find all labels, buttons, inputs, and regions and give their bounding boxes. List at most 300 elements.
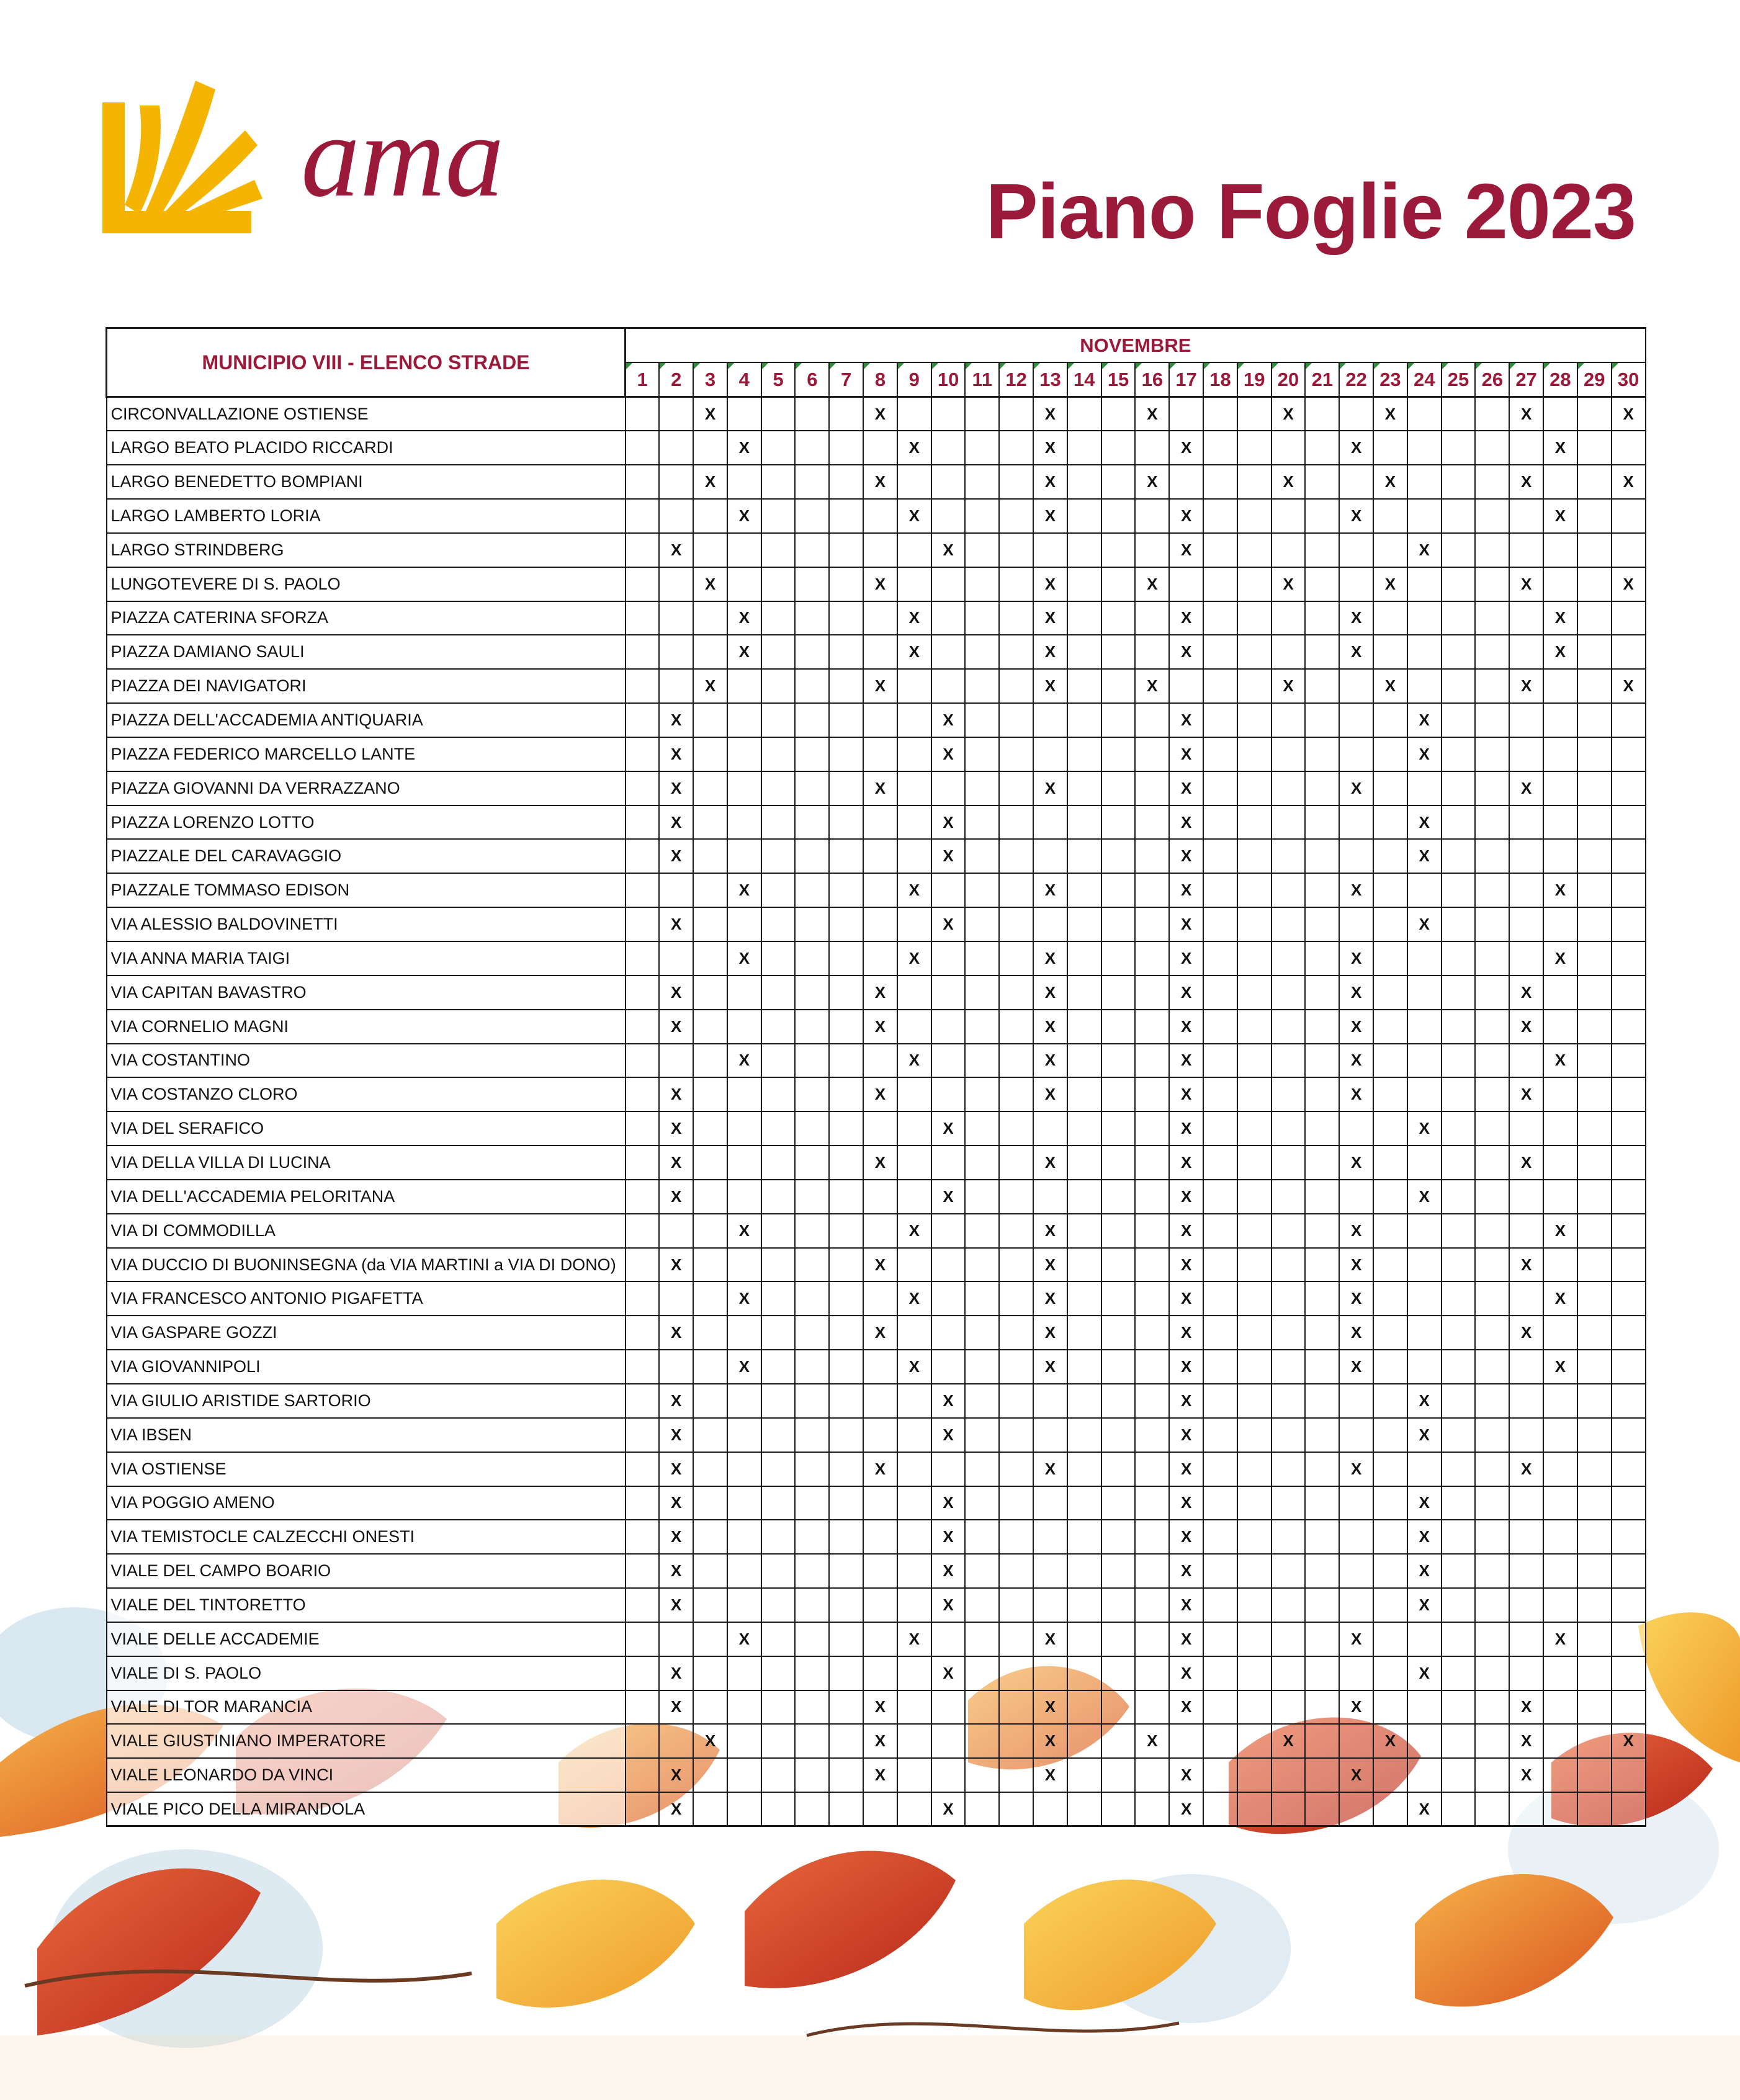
day-number: 24 <box>1407 362 1442 397</box>
scheduled-mark: X <box>897 873 931 907</box>
empty-cell <box>626 1690 660 1725</box>
empty-cell <box>761 499 796 533</box>
empty-cell <box>1442 1350 1476 1384</box>
street-name: VIALE LEONARDO DA VINCI <box>107 1758 626 1792</box>
empty-cell <box>1203 1758 1237 1792</box>
empty-cell <box>1577 873 1612 907</box>
scheduled-mark: X <box>1169 601 1203 635</box>
empty-cell <box>727 1384 761 1418</box>
scheduled-mark: X <box>1169 737 1203 771</box>
empty-cell <box>1101 1418 1136 1452</box>
day-number: 15 <box>1101 362 1136 397</box>
empty-cell <box>829 1588 863 1622</box>
empty-cell <box>931 635 966 669</box>
table-row <box>107 397 1646 431</box>
empty-cell <box>659 431 693 465</box>
table-row <box>107 976 1646 1010</box>
table-row <box>107 1418 1646 1452</box>
day-number: 10 <box>931 362 966 397</box>
empty-cell <box>863 533 897 567</box>
empty-cell <box>1543 397 1577 431</box>
empty-cell <box>965 1281 999 1316</box>
empty-cell <box>1442 567 1476 601</box>
empty-cell <box>1339 397 1373 431</box>
scheduled-mark: X <box>1339 771 1373 805</box>
scheduled-mark: X <box>1033 1146 1067 1180</box>
empty-cell <box>1442 1044 1476 1078</box>
empty-cell <box>795 1588 829 1622</box>
scheduled-mark: X <box>1612 1724 1646 1758</box>
empty-cell <box>1475 1452 1509 1486</box>
empty-cell <box>1237 635 1271 669</box>
day-number: 17 <box>1169 362 1203 397</box>
empty-cell <box>1271 1180 1306 1214</box>
empty-cell <box>931 1622 966 1656</box>
empty-cell <box>999 805 1033 840</box>
empty-cell <box>1203 1554 1237 1588</box>
scheduled-mark: X <box>863 669 897 703</box>
empty-cell <box>897 1146 931 1180</box>
empty-cell <box>1271 771 1306 805</box>
scheduled-mark: X <box>1135 397 1169 431</box>
empty-cell <box>795 1111 829 1146</box>
empty-cell <box>1509 873 1543 907</box>
empty-cell <box>1509 941 1543 976</box>
empty-cell <box>1135 1146 1169 1180</box>
empty-cell <box>1543 1077 1577 1111</box>
empty-cell <box>1203 1724 1237 1758</box>
street-name: PIAZZA DAMIANO SAULI <box>107 635 626 669</box>
empty-cell <box>965 499 999 533</box>
empty-cell <box>1543 1724 1577 1758</box>
empty-cell <box>1305 1214 1339 1248</box>
empty-cell <box>1509 1044 1543 1078</box>
street-schedule-table <box>105 327 1646 1827</box>
day-number: 21 <box>1305 362 1339 397</box>
empty-cell <box>1237 567 1271 601</box>
empty-cell <box>1577 1281 1612 1316</box>
empty-cell <box>1271 635 1306 669</box>
empty-cell <box>1577 1350 1612 1384</box>
empty-cell <box>1407 499 1442 533</box>
empty-cell <box>897 1384 931 1418</box>
empty-cell <box>1543 907 1577 941</box>
empty-cell <box>1203 1350 1237 1384</box>
empty-cell <box>863 635 897 669</box>
empty-cell <box>1101 1044 1136 1078</box>
empty-cell <box>1442 1077 1476 1111</box>
empty-cell <box>965 976 999 1010</box>
empty-cell <box>965 1724 999 1758</box>
empty-cell <box>863 1350 897 1384</box>
scheduled-mark: X <box>1407 839 1442 873</box>
day-number: 13 <box>1033 362 1067 397</box>
empty-cell <box>1612 1146 1646 1180</box>
empty-cell <box>1203 601 1237 635</box>
empty-cell <box>1475 465 1509 499</box>
street-name: VIA DI COMMODILLA <box>107 1214 626 1248</box>
empty-cell <box>863 1622 897 1656</box>
empty-cell <box>761 703 796 737</box>
empty-cell <box>795 1418 829 1452</box>
scheduled-mark: X <box>863 1724 897 1758</box>
scheduled-mark: X <box>863 567 897 601</box>
empty-cell <box>693 1010 727 1044</box>
scheduled-mark: X <box>659 1452 693 1486</box>
scheduled-mark: X <box>659 771 693 805</box>
empty-cell <box>1135 1452 1169 1486</box>
street-name: VIALE DEL TINTORETTO <box>107 1588 626 1622</box>
empty-cell <box>1067 1180 1101 1214</box>
street-name: VIA FRANCESCO ANTONIO PIGAFETTA <box>107 1281 626 1316</box>
empty-cell <box>1271 1452 1306 1486</box>
empty-cell <box>1577 567 1612 601</box>
empty-cell <box>1305 1077 1339 1111</box>
empty-cell <box>1067 1486 1101 1520</box>
empty-cell <box>1305 1316 1339 1350</box>
scheduled-mark: X <box>1543 941 1577 976</box>
empty-cell <box>1407 601 1442 635</box>
scheduled-mark: X <box>659 1384 693 1418</box>
empty-cell <box>1577 601 1612 635</box>
empty-cell <box>999 1690 1033 1725</box>
empty-cell <box>693 1384 727 1418</box>
scheduled-mark: X <box>1509 669 1543 703</box>
scheduled-mark: X <box>1033 397 1067 431</box>
empty-cell <box>1271 839 1306 873</box>
empty-cell <box>1033 1180 1067 1214</box>
empty-cell <box>1577 1656 1612 1690</box>
table-row <box>107 1724 1646 1758</box>
empty-cell <box>1339 907 1373 941</box>
scheduled-mark: X <box>863 1690 897 1725</box>
table-row <box>107 941 1646 976</box>
empty-cell <box>1407 635 1442 669</box>
empty-cell <box>1373 1111 1407 1146</box>
street-name: VIA GIULIO ARISTIDE SARTORIO <box>107 1384 626 1418</box>
scheduled-mark: X <box>897 1044 931 1078</box>
empty-cell <box>795 499 829 533</box>
scheduled-mark: X <box>1135 1724 1169 1758</box>
scheduled-mark: X <box>931 839 966 873</box>
empty-cell <box>1101 1281 1136 1316</box>
empty-cell <box>1577 1758 1612 1792</box>
scheduled-mark: X <box>1509 465 1543 499</box>
empty-cell <box>727 1724 761 1758</box>
street-name: LARGO LAMBERTO LORIA <box>107 499 626 533</box>
scheduled-mark: X <box>897 1622 931 1656</box>
empty-cell <box>1101 601 1136 635</box>
empty-cell <box>1237 397 1271 431</box>
empty-cell <box>1612 499 1646 533</box>
scheduled-mark: X <box>1169 976 1203 1010</box>
empty-cell <box>1442 737 1476 771</box>
empty-cell <box>761 1452 796 1486</box>
empty-cell <box>626 976 660 1010</box>
empty-cell <box>761 941 796 976</box>
empty-cell <box>965 601 999 635</box>
table-header-row <box>107 328 1646 363</box>
scheduled-mark: X <box>727 431 761 465</box>
empty-cell <box>1475 567 1509 601</box>
empty-cell <box>626 1010 660 1044</box>
empty-cell <box>863 703 897 737</box>
empty-cell <box>931 1724 966 1758</box>
empty-cell <box>1577 1146 1612 1180</box>
empty-cell <box>1271 431 1306 465</box>
scheduled-mark: X <box>1407 1384 1442 1418</box>
empty-cell <box>1067 1758 1101 1792</box>
empty-cell <box>1339 1520 1373 1554</box>
empty-cell <box>1067 533 1101 567</box>
table-row <box>107 1281 1646 1316</box>
empty-cell <box>1135 737 1169 771</box>
empty-cell <box>1373 1690 1407 1725</box>
scheduled-mark: X <box>1543 1622 1577 1656</box>
empty-cell <box>1612 1384 1646 1418</box>
empty-cell <box>1442 941 1476 976</box>
empty-cell <box>1339 669 1373 703</box>
empty-cell <box>1203 567 1237 601</box>
scheduled-mark: X <box>1169 533 1203 567</box>
empty-cell <box>1577 1248 1612 1282</box>
scheduled-mark: X <box>693 669 727 703</box>
table-row <box>107 1452 1646 1486</box>
empty-cell <box>1442 805 1476 840</box>
empty-cell <box>1305 499 1339 533</box>
scheduled-mark: X <box>1169 1180 1203 1214</box>
empty-cell <box>1509 703 1543 737</box>
empty-cell <box>1237 465 1271 499</box>
empty-cell <box>693 533 727 567</box>
empty-cell <box>1169 669 1203 703</box>
street-name: VIA DELLA VILLA DI LUCINA <box>107 1146 626 1180</box>
empty-cell <box>965 737 999 771</box>
ama-logo <box>102 81 574 242</box>
empty-cell <box>1475 1281 1509 1316</box>
scheduled-mark: X <box>897 431 931 465</box>
empty-cell <box>965 1214 999 1248</box>
empty-cell <box>1543 567 1577 601</box>
empty-cell <box>626 1452 660 1486</box>
empty-cell <box>1067 1452 1101 1486</box>
empty-cell <box>1305 533 1339 567</box>
empty-cell <box>1339 533 1373 567</box>
empty-cell <box>659 873 693 907</box>
empty-cell <box>1169 397 1203 431</box>
empty-cell <box>1203 703 1237 737</box>
empty-cell <box>1373 1146 1407 1180</box>
empty-cell <box>1407 1146 1442 1180</box>
empty-cell <box>1237 1690 1271 1725</box>
empty-cell <box>1407 465 1442 499</box>
scheduled-mark: X <box>1509 1724 1543 1758</box>
empty-cell <box>626 1554 660 1588</box>
empty-cell <box>1442 703 1476 737</box>
empty-cell <box>761 567 796 601</box>
day-number: 22 <box>1339 362 1373 397</box>
empty-cell <box>659 635 693 669</box>
empty-cell <box>1067 805 1101 840</box>
day-number: 7 <box>829 362 863 397</box>
empty-cell <box>1577 1452 1612 1486</box>
table-row <box>107 1384 1646 1418</box>
empty-cell <box>1442 601 1476 635</box>
empty-cell <box>999 1111 1033 1146</box>
scheduled-mark: X <box>1169 1214 1203 1248</box>
empty-cell <box>1577 499 1612 533</box>
empty-cell <box>727 737 761 771</box>
empty-cell <box>1101 567 1136 601</box>
empty-cell <box>795 1656 829 1690</box>
empty-cell <box>1203 397 1237 431</box>
scheduled-mark: X <box>931 1520 966 1554</box>
empty-cell <box>1373 1077 1407 1111</box>
empty-cell <box>1373 976 1407 1010</box>
scheduled-mark: X <box>1169 1384 1203 1418</box>
empty-cell <box>1067 1792 1101 1826</box>
empty-cell <box>1271 1588 1306 1622</box>
empty-cell <box>626 1588 660 1622</box>
empty-cell <box>1067 941 1101 976</box>
empty-cell <box>626 533 660 567</box>
empty-cell <box>1305 1281 1339 1316</box>
empty-cell <box>626 1146 660 1180</box>
empty-cell <box>829 533 863 567</box>
scheduled-mark: X <box>1509 567 1543 601</box>
empty-cell <box>1305 1622 1339 1656</box>
scheduled-mark: X <box>1135 567 1169 601</box>
empty-cell <box>1271 1690 1306 1725</box>
table-row <box>107 1622 1646 1656</box>
empty-cell <box>693 976 727 1010</box>
street-name: PIAZZA DEI NAVIGATORI <box>107 669 626 703</box>
scheduled-mark: X <box>1339 1622 1373 1656</box>
scheduled-mark: X <box>897 1214 931 1248</box>
scheduled-mark: X <box>1339 1214 1373 1248</box>
street-name: VIA GASPARE GOZZI <box>107 1316 626 1350</box>
empty-cell <box>1305 1758 1339 1792</box>
empty-cell <box>829 737 863 771</box>
empty-cell <box>1577 1418 1612 1452</box>
empty-cell <box>795 1452 829 1486</box>
street-name: VIA OSTIENSE <box>107 1452 626 1486</box>
empty-cell <box>1442 1588 1476 1622</box>
empty-cell <box>965 533 999 567</box>
empty-cell <box>829 1690 863 1725</box>
empty-cell <box>693 635 727 669</box>
empty-cell <box>999 669 1033 703</box>
empty-cell <box>863 839 897 873</box>
empty-cell <box>1237 1146 1271 1180</box>
empty-cell <box>761 1146 796 1180</box>
empty-cell <box>1577 941 1612 976</box>
empty-cell <box>1407 1044 1442 1078</box>
street-name: VIA COSTANZO CLORO <box>107 1077 626 1111</box>
street-name: VIA ANNA MARIA TAIGI <box>107 941 626 976</box>
empty-cell <box>1203 907 1237 941</box>
empty-cell <box>965 1180 999 1214</box>
empty-cell <box>1135 1077 1169 1111</box>
empty-cell <box>829 1111 863 1146</box>
empty-cell <box>659 669 693 703</box>
scheduled-mark: X <box>659 1146 693 1180</box>
empty-cell <box>693 1111 727 1146</box>
empty-cell <box>897 907 931 941</box>
scheduled-mark: X <box>1169 499 1203 533</box>
empty-cell <box>1237 1180 1271 1214</box>
empty-cell <box>693 703 727 737</box>
empty-cell <box>1135 1520 1169 1554</box>
empty-cell <box>1237 941 1271 976</box>
empty-cell <box>1442 1520 1476 1554</box>
empty-cell <box>727 1452 761 1486</box>
empty-cell <box>1612 805 1646 840</box>
empty-cell <box>829 907 863 941</box>
empty-cell <box>897 1248 931 1282</box>
scheduled-mark: X <box>1407 1418 1442 1452</box>
empty-cell <box>693 1044 727 1078</box>
empty-cell <box>1135 703 1169 737</box>
empty-cell <box>863 1554 897 1588</box>
empty-cell <box>1442 1214 1476 1248</box>
empty-cell <box>1101 533 1136 567</box>
empty-cell <box>1475 703 1509 737</box>
scheduled-mark: X <box>1339 976 1373 1010</box>
empty-cell <box>1305 1111 1339 1146</box>
table-row <box>107 465 1646 499</box>
empty-cell <box>795 1486 829 1520</box>
empty-cell <box>1101 771 1136 805</box>
empty-cell <box>659 465 693 499</box>
empty-cell <box>863 601 897 635</box>
empty-cell <box>829 1418 863 1452</box>
empty-cell <box>1612 1656 1646 1690</box>
empty-cell <box>999 1146 1033 1180</box>
empty-cell <box>863 431 897 465</box>
scheduled-mark: X <box>1033 567 1067 601</box>
empty-cell <box>761 1248 796 1282</box>
empty-cell <box>931 601 966 635</box>
scheduled-mark: X <box>931 737 966 771</box>
empty-cell <box>795 1044 829 1078</box>
scheduled-mark: X <box>1509 1758 1543 1792</box>
empty-cell <box>1271 703 1306 737</box>
scheduled-mark: X <box>1339 873 1373 907</box>
empty-cell <box>1305 839 1339 873</box>
empty-cell <box>965 907 999 941</box>
empty-cell <box>1475 1622 1509 1656</box>
empty-cell <box>1373 1248 1407 1282</box>
empty-cell <box>829 1044 863 1078</box>
empty-cell <box>1543 1486 1577 1520</box>
empty-cell <box>626 941 660 976</box>
day-number: 5 <box>761 362 796 397</box>
empty-cell <box>965 1111 999 1146</box>
empty-cell <box>626 737 660 771</box>
scheduled-mark: X <box>727 635 761 669</box>
street-name: PIAZZA DELL'ACCADEMIA ANTIQUARIA <box>107 703 626 737</box>
empty-cell <box>1135 1010 1169 1044</box>
scheduled-mark: X <box>727 1622 761 1656</box>
empty-cell <box>829 1554 863 1588</box>
scheduled-mark: X <box>931 1588 966 1622</box>
table-row <box>107 1588 1646 1622</box>
empty-cell <box>999 1044 1033 1078</box>
empty-cell <box>931 1316 966 1350</box>
empty-cell <box>965 1248 999 1282</box>
empty-cell <box>1067 703 1101 737</box>
